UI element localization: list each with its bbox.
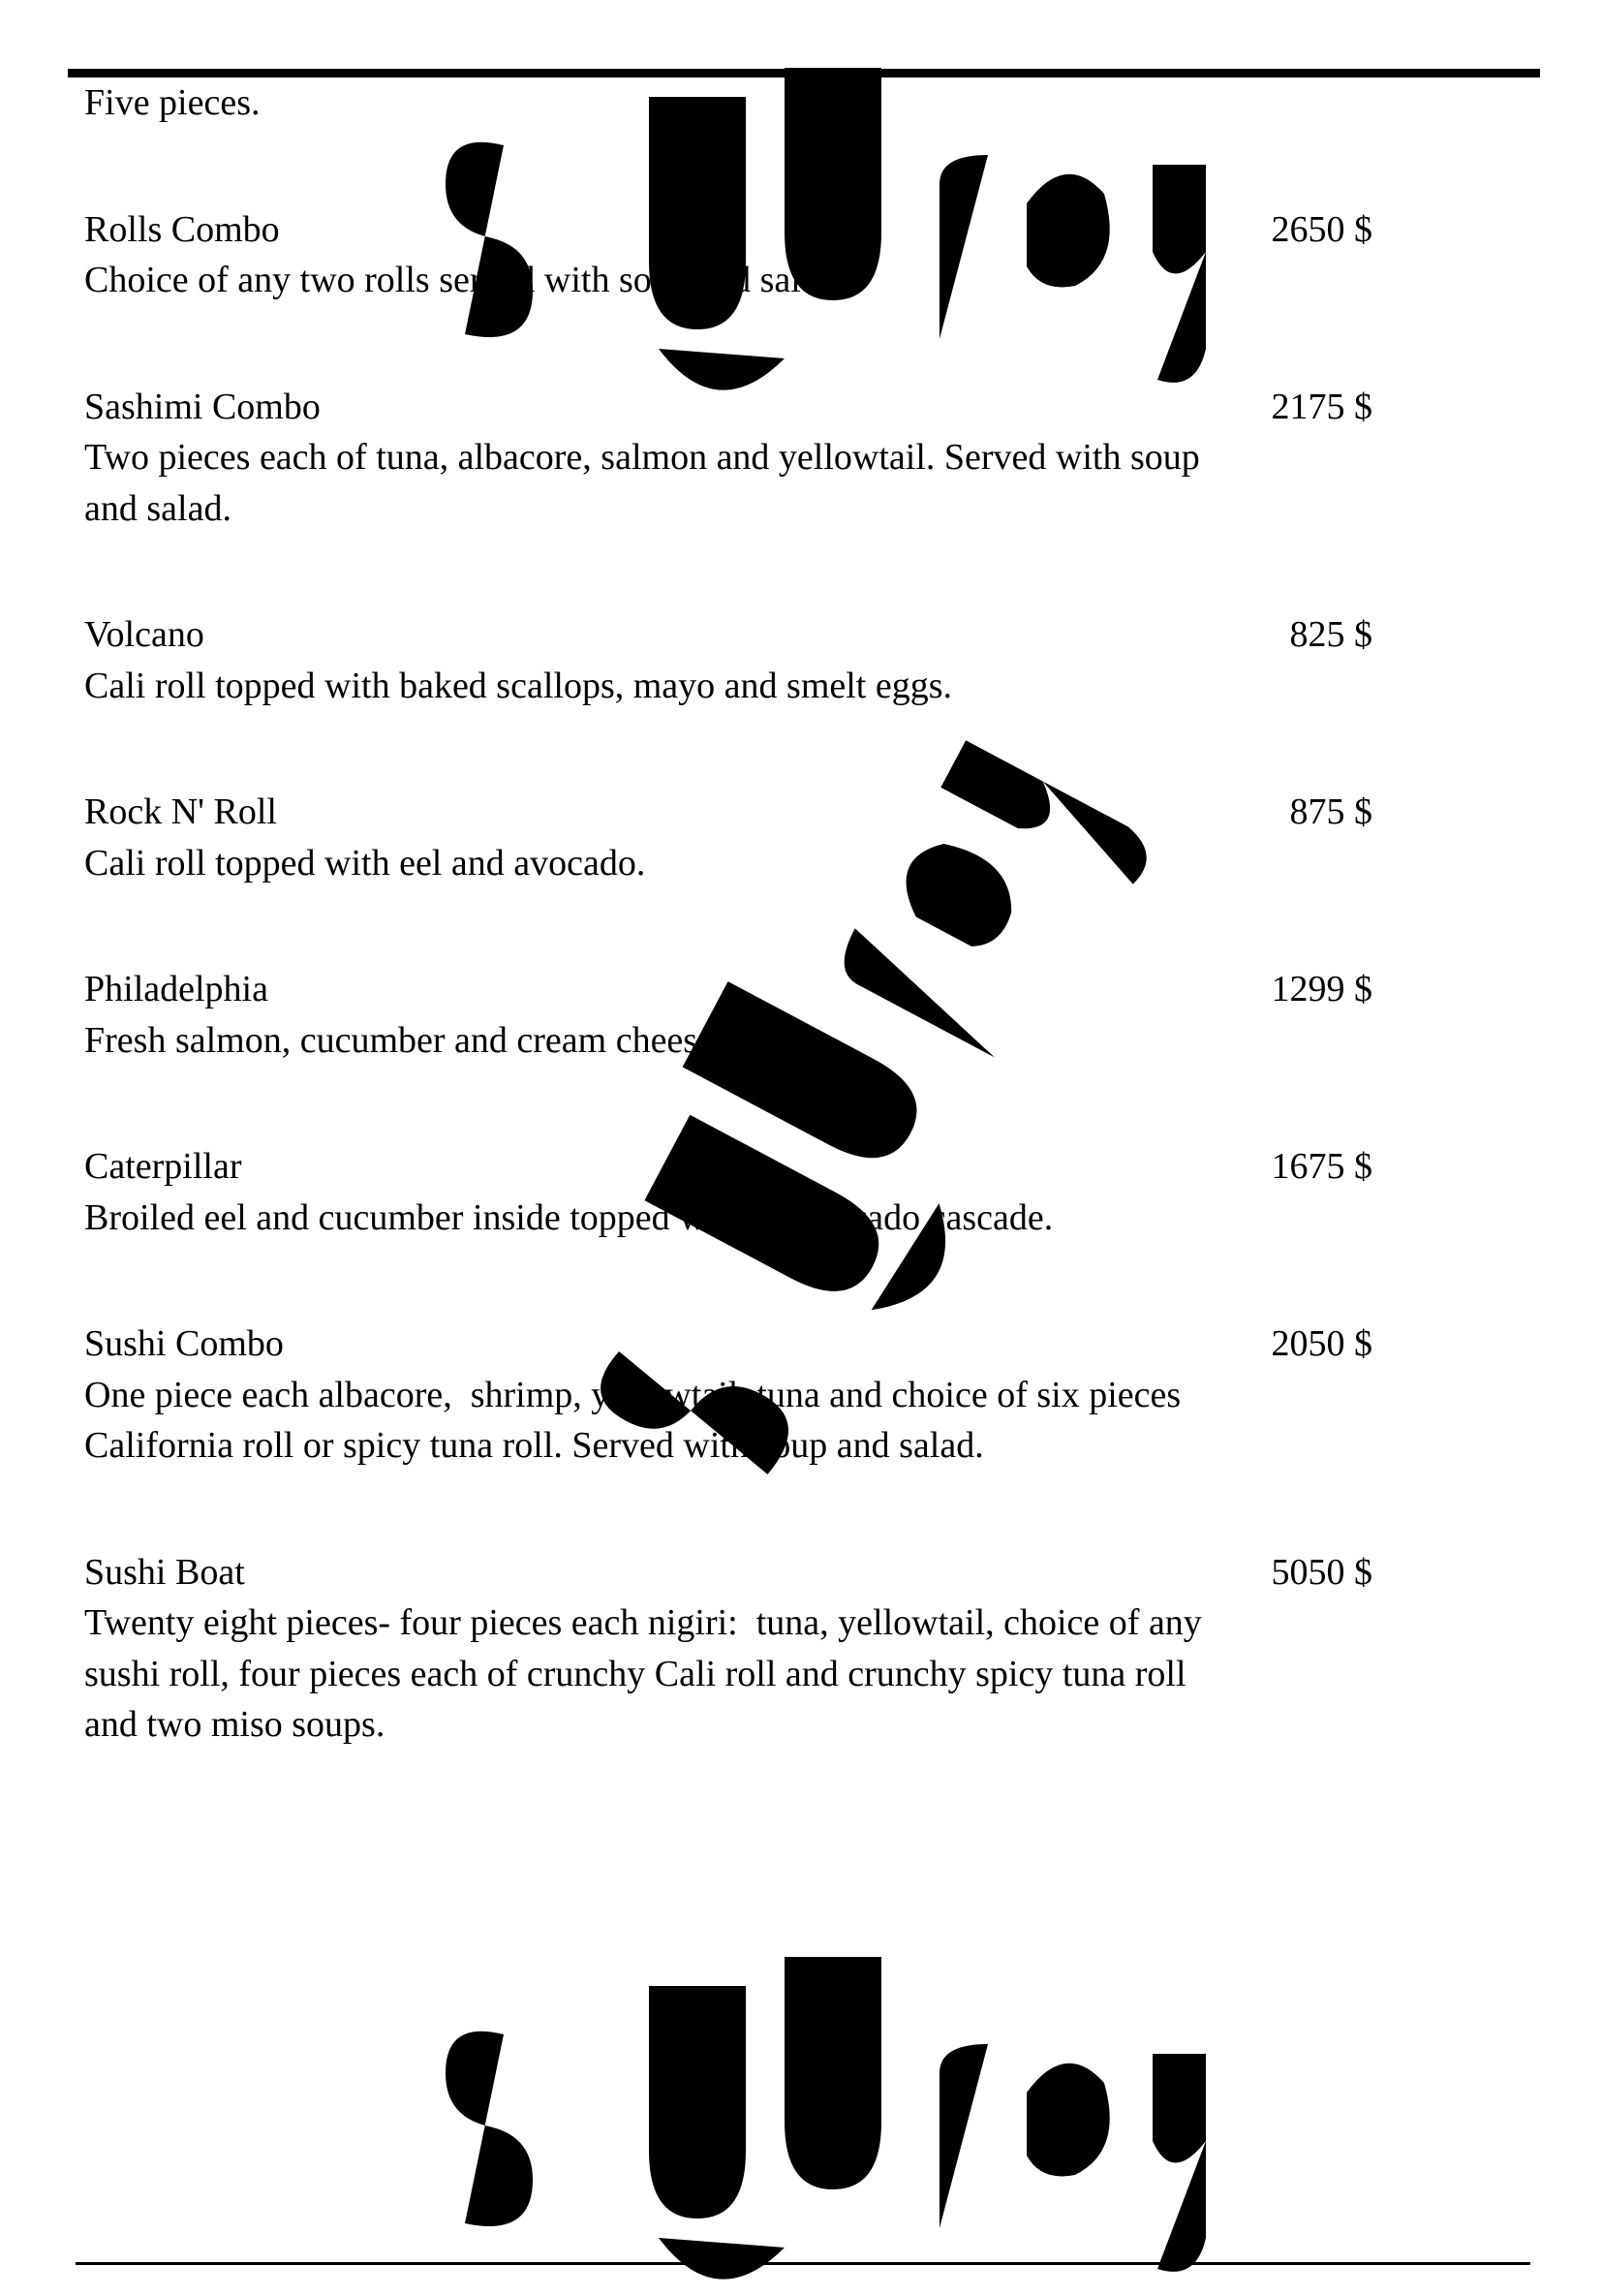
item-name: Sushi Combo bbox=[84, 1323, 284, 1364]
item-price: 2650 $ bbox=[1271, 208, 1372, 250]
menu-item bbox=[84, 609, 1372, 711]
item-description: Choice of any two rolls served with soup and salad. bbox=[84, 260, 846, 300]
item-name: Caterpillar bbox=[84, 1146, 242, 1187]
menu-item bbox=[84, 964, 1372, 1066]
intro-text: Five pieces. bbox=[84, 82, 261, 123]
item-price: 2175 $ bbox=[1271, 386, 1372, 427]
item-name: Sashimi Combo bbox=[84, 386, 321, 427]
menu-item bbox=[84, 1319, 1372, 1472]
item-name: Sushi Boat bbox=[84, 1551, 245, 1593]
item-name: Rolls Combo bbox=[84, 208, 280, 250]
item-name: Philadelphia bbox=[84, 969, 268, 1009]
item-price: 1675 $ bbox=[1271, 1146, 1372, 1187]
item-name: Rock N' Roll bbox=[84, 791, 277, 832]
item-price: 2050 $ bbox=[1271, 1323, 1372, 1364]
item-price: 5050 $ bbox=[1271, 1551, 1372, 1593]
menu-item bbox=[84, 204, 1372, 306]
item-description: Twenty eight pieces- four pieces each nigiri: tuna, yellowtail, choice of any sushi roll, four pieces each of crunchy Cali roll and crunchy spicy tuna roll and two miso soups. bbox=[84, 1602, 1212, 1745]
item-description: Cali roll topped with eel and avocado. bbox=[84, 842, 646, 884]
item-description: Fresh salmon, cucumber and cream cheese. bbox=[84, 1019, 724, 1061]
item-price: 875 $ bbox=[1289, 791, 1372, 832]
item-description: One piece each albacore, shrimp, yellowtail, tuna and choice of six pieces California roll or spicy tuna roll. Served with soup and salad. bbox=[84, 1374, 1190, 1466]
item-price: 1299 $ bbox=[1271, 969, 1372, 1009]
watermark-logo bbox=[387, 1928, 1240, 2296]
menu-item bbox=[84, 1141, 1372, 1243]
menu-list bbox=[84, 78, 1372, 1751]
item-description: Cali roll topped with baked scallops, mayo and smelt eggs. bbox=[84, 665, 953, 706]
item-price: 825 $ bbox=[1289, 614, 1372, 655]
top-rule bbox=[68, 69, 1540, 78]
menu-item bbox=[84, 382, 1372, 535]
bottom-rule bbox=[76, 2262, 1530, 2265]
item-description: Broiled eel and cucumber inside topped with an avocado cascade. bbox=[84, 1196, 1054, 1238]
menu-item bbox=[84, 787, 1372, 888]
item-name: Volcano bbox=[84, 614, 204, 655]
menu-item bbox=[84, 1547, 1372, 1751]
item-description: Two pieces each of tuna, albacore, salmon and yellowtail. Served with soup and salad. bbox=[84, 437, 1210, 529]
